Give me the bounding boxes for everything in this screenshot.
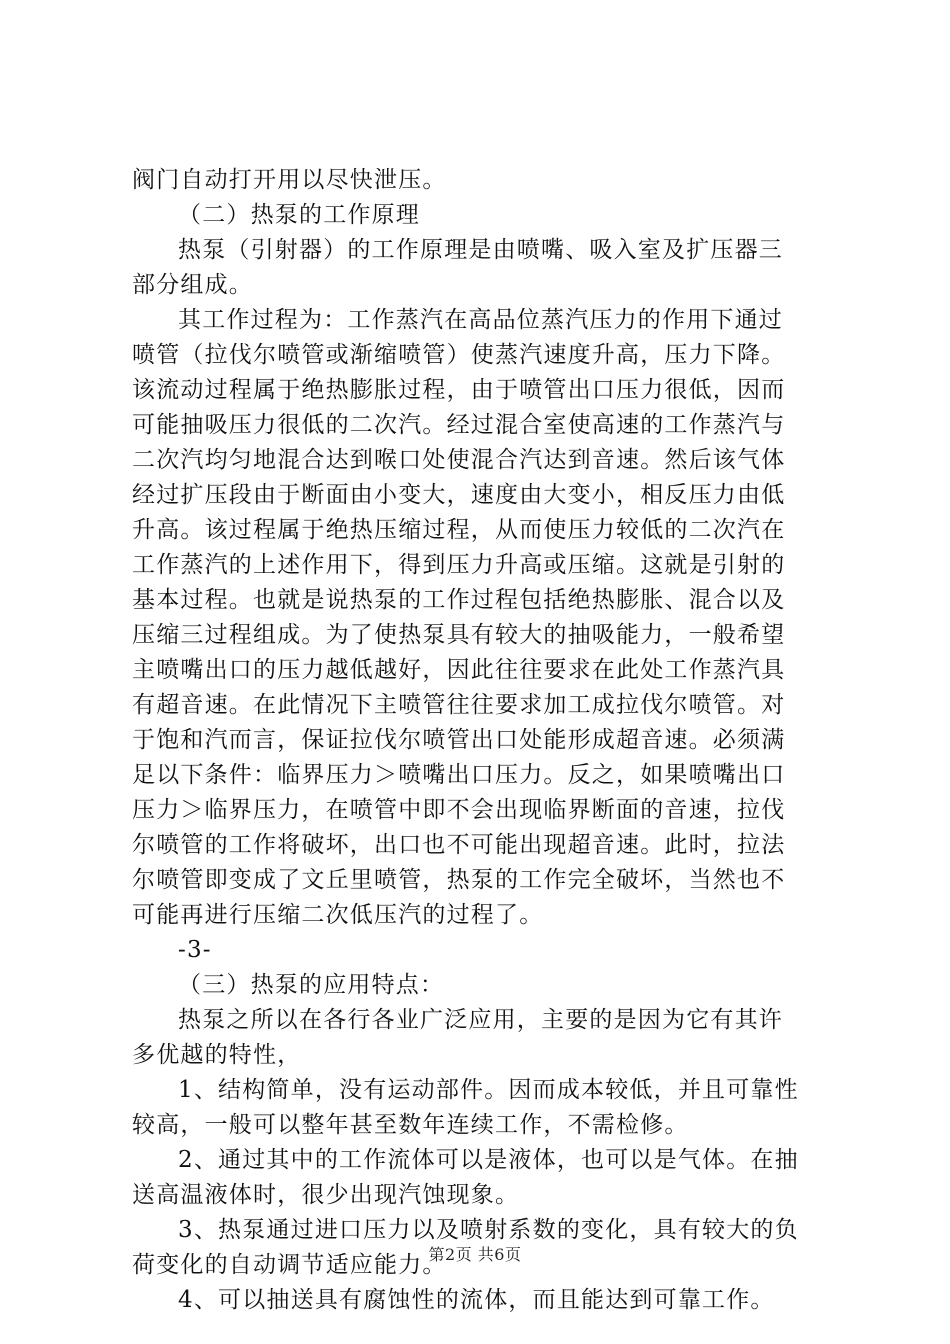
- text-line: 二次汽均匀地混合达到喉口处使混合汽达到音速。然后该气体: [132, 447, 786, 473]
- section-heading: （三）热泵的应用特点：: [178, 972, 445, 998]
- text-line: 可能再进行压缩二次低压汽的过程了。: [132, 902, 544, 928]
- text-line: 主喷嘴出口的压力越低越好，因此往往要求在此处工作蒸汽具: [132, 657, 786, 683]
- text-line: 热泵之所以在各行各业广泛应用，主要的是因为它有其许: [178, 1007, 783, 1033]
- text-line: 压缩三过程组成。为了使热泵具有较大的抽吸能力，一般希望: [132, 622, 786, 648]
- text-line: 尔喷管的工作将破坏，出口也不可能出现超音速。此时，拉法: [132, 832, 786, 858]
- text-line: 可能抽吸压力很低的二次汽。经过混合室使高速的工作蒸汽与: [132, 412, 786, 438]
- text-line: 压力＞临界压力，在喷管中即不会出现临界断面的音速，拉伐: [132, 797, 786, 823]
- inline-page-marker: -3-: [178, 937, 212, 963]
- text-line: 喷管（拉伐尔喷管或渐缩喷管）使蒸汽速度升高，压力下降。: [132, 342, 786, 368]
- text-line: 升高。该过程属于绝热压缩过程，从而使压力较低的二次汽在: [132, 517, 786, 543]
- text-line: 较高，一般可以整年甚至数年连续工作，不需检修。: [132, 1112, 689, 1138]
- text-line: 尔喷管即变成了文丘里喷管，热泵的工作完全破坏，当然也不: [132, 867, 786, 893]
- list-item: 3、热泵通过进口压力以及喷射系数的变化，具有较大的负: [178, 1217, 799, 1243]
- document-body: [132, 163, 836, 1318]
- text-line: 有超音速。在此情况下主喷管往往要求加工成拉伐尔喷管。对: [132, 692, 786, 718]
- text-line: 部分组成。: [132, 272, 253, 298]
- list-item: 2、通过其中的工作流体可以是液体，也可以是气体。在抽: [178, 1147, 799, 1173]
- text-line: 经过扩压段由于断面由小变大，速度由大变小，相反压力由低: [132, 482, 786, 508]
- list-item: 1、结构简单，没有运动部件。因而成本较低，并且可靠性: [178, 1077, 799, 1103]
- text-line: 多优越的特性，: [132, 1042, 302, 1068]
- text-line: 热泵（引射器）的工作原理是由喷嘴、吸入室及扩压器三: [178, 237, 783, 263]
- text-line: 荷变化的自动调节适应能力。: [132, 1252, 447, 1278]
- text-line: 其工作过程为：工作蒸汽在高品位蒸汽压力的作用下通过: [178, 307, 783, 333]
- page-footer: 第2页 共6页: [428, 1245, 522, 1264]
- text-line: 送高温液体时，很少出现汽蚀现象。: [132, 1182, 520, 1208]
- text-line: 工作蒸汽的上述作用下，得到压力升高或压缩。这就是引射的: [132, 552, 786, 578]
- text-line: 基本过程。也就是说热泵的工作过程包括绝热膨胀、混合以及: [132, 587, 786, 613]
- text-line: 该流动过程属于绝热膨胀过程，由于喷管出口压力很低，因而: [132, 377, 786, 403]
- section-heading: （二）热泵的工作原理: [178, 202, 420, 228]
- text-line: 阀门自动打开用以尽快泄压。: [132, 167, 447, 193]
- list-item: 4、可以抽送具有腐蚀性的流体，而且能达到可靠工作。: [178, 1287, 775, 1313]
- text-line: 足以下条件：临界压力＞喷嘴出口压力。反之，如果喷嘴出口: [132, 762, 786, 788]
- text-line: 于饱和汽而言，保证拉伐尔喷管出口处能形成超音速。必须满: [132, 727, 786, 753]
